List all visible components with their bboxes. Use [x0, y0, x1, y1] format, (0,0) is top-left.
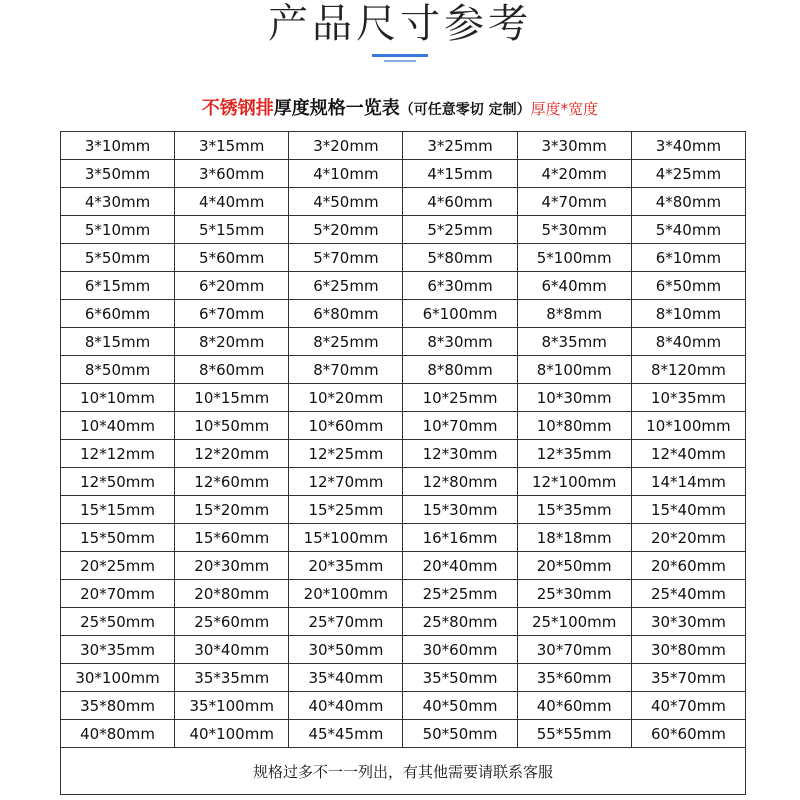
table-row [61, 720, 746, 748]
table-cell: 8*120mm [631, 356, 745, 384]
table-cell: 40*40mm [289, 692, 403, 720]
table-cell: 40*80mm [61, 720, 175, 748]
spec-table [60, 131, 746, 795]
table-row [61, 300, 746, 328]
table-cell: 12*80mm [403, 468, 517, 496]
table-cell: 6*70mm [175, 300, 289, 328]
table-row [61, 272, 746, 300]
table-cell: 3*15mm [175, 132, 289, 160]
table-cell: 30*80mm [631, 636, 745, 664]
table-cell: 35*35mm [175, 664, 289, 692]
table-cell: 12*12mm [61, 440, 175, 468]
table-cell: 10*80mm [517, 412, 631, 440]
table-cell: 8*8mm [517, 300, 631, 328]
table-cell: 12*25mm [289, 440, 403, 468]
table-subtitle [0, 96, 800, 123]
table-cell: 20*70mm [61, 580, 175, 608]
table-cell: 30*60mm [403, 636, 517, 664]
table-cell: 5*50mm [61, 244, 175, 272]
table-cell: 20*25mm [61, 552, 175, 580]
table-cell: 30*50mm [289, 636, 403, 664]
table-cell: 10*100mm [631, 412, 745, 440]
table-cell: 15*60mm [175, 524, 289, 552]
table-cell: 55*55mm [517, 720, 631, 748]
table-row [61, 328, 746, 356]
table-cell: 10*70mm [403, 412, 517, 440]
table-cell: 12*100mm [517, 468, 631, 496]
table-cell: 12*20mm [175, 440, 289, 468]
table-row [61, 692, 746, 720]
table-cell: 25*30mm [517, 580, 631, 608]
table-cell: 4*50mm [289, 188, 403, 216]
table-cell: 8*70mm [289, 356, 403, 384]
table-cell: 4*20mm [517, 160, 631, 188]
table-cell: 8*10mm [631, 300, 745, 328]
table-cell: 15*25mm [289, 496, 403, 524]
table-cell: 6*25mm [289, 272, 403, 300]
table-cell: 5*70mm [289, 244, 403, 272]
table-cell: 35*70mm [631, 664, 745, 692]
table-cell: 15*100mm [289, 524, 403, 552]
table-cell: 40*60mm [517, 692, 631, 720]
table-cell: 6*50mm [631, 272, 745, 300]
table-cell: 16*16mm [403, 524, 517, 552]
table-row [61, 412, 746, 440]
table-cell: 12*70mm [289, 468, 403, 496]
table-cell: 8*30mm [403, 328, 517, 356]
table-row [61, 440, 746, 468]
table-cell: 5*40mm [631, 216, 745, 244]
table-row [61, 524, 746, 552]
table-cell: 15*40mm [631, 496, 745, 524]
table-footer-row [61, 748, 746, 795]
subtitle-product: 不锈钢排 [201, 98, 274, 119]
table-row [61, 244, 746, 272]
table-cell: 40*70mm [631, 692, 745, 720]
table-cell: 40*100mm [175, 720, 289, 748]
table-cell: 25*25mm [403, 580, 517, 608]
table-cell: 4*10mm [289, 160, 403, 188]
table-cell: 20*30mm [175, 552, 289, 580]
table-cell: 30*35mm [61, 636, 175, 664]
table-cell: 12*50mm [61, 468, 175, 496]
table-cell: 10*35mm [631, 384, 745, 412]
table-cell: 6*80mm [289, 300, 403, 328]
table-cell: 6*15mm [61, 272, 175, 300]
table-row [61, 552, 746, 580]
table-cell: 8*60mm [175, 356, 289, 384]
table-row [61, 188, 746, 216]
table-cell: 12*60mm [175, 468, 289, 496]
title-underline [372, 54, 428, 57]
table-cell: 35*60mm [517, 664, 631, 692]
table-cell: 30*40mm [175, 636, 289, 664]
table-cell: 5*30mm [517, 216, 631, 244]
table-row [61, 664, 746, 692]
table-cell: 40*50mm [403, 692, 517, 720]
table-cell: 60*60mm [631, 720, 745, 748]
table-cell: 20*20mm [631, 524, 745, 552]
table-cell: 10*50mm [175, 412, 289, 440]
table-cell: 4*70mm [517, 188, 631, 216]
table-row [61, 356, 746, 384]
table-cell: 6*100mm [403, 300, 517, 328]
table-cell: 30*30mm [631, 608, 745, 636]
table-cell: 15*30mm [403, 496, 517, 524]
table-cell: 10*20mm [289, 384, 403, 412]
table-cell: 35*50mm [403, 664, 517, 692]
table-cell: 3*30mm [517, 132, 631, 160]
table-cell: 5*80mm [403, 244, 517, 272]
table-cell: 25*60mm [175, 608, 289, 636]
table-cell: 6*40mm [517, 272, 631, 300]
table-cell: 35*100mm [175, 692, 289, 720]
table-cell: 3*50mm [61, 160, 175, 188]
table-cell: 20*40mm [403, 552, 517, 580]
table-cell: 5*15mm [175, 216, 289, 244]
table-cell: 6*20mm [175, 272, 289, 300]
table-row [61, 496, 746, 524]
table-cell: 4*60mm [403, 188, 517, 216]
table-cell: 10*15mm [175, 384, 289, 412]
table-cell: 3*25mm [403, 132, 517, 160]
spec-table-wrapper [60, 131, 746, 795]
subtitle-dimension-format: 厚度*宽度 [530, 100, 599, 118]
table-cell: 6*60mm [61, 300, 175, 328]
table-cell: 25*100mm [517, 608, 631, 636]
table-cell: 8*40mm [631, 328, 745, 356]
table-cell: 20*35mm [289, 552, 403, 580]
table-cell: 5*100mm [517, 244, 631, 272]
table-cell: 12*40mm [631, 440, 745, 468]
table-cell: 30*100mm [61, 664, 175, 692]
table-cell: 50*50mm [403, 720, 517, 748]
table-footer-note: 规格过多不一一列出，有其他需要请联系客服 [61, 748, 746, 795]
table-cell: 20*60mm [631, 552, 745, 580]
table-cell: 10*30mm [517, 384, 631, 412]
table-cell: 14*14mm [631, 468, 745, 496]
table-cell: 3*40mm [631, 132, 745, 160]
table-row [61, 132, 746, 160]
table-cell: 3*10mm [61, 132, 175, 160]
table-cell: 8*25mm [289, 328, 403, 356]
table-cell: 4*25mm [631, 160, 745, 188]
table-cell: 4*15mm [403, 160, 517, 188]
table-cell: 15*50mm [61, 524, 175, 552]
table-cell: 25*70mm [289, 608, 403, 636]
table-cell: 12*30mm [403, 440, 517, 468]
table-cell: 20*80mm [175, 580, 289, 608]
table-cell: 8*15mm [61, 328, 175, 356]
table-cell: 18*18mm [517, 524, 631, 552]
table-cell: 10*25mm [403, 384, 517, 412]
table-row [61, 160, 746, 188]
table-row [61, 580, 746, 608]
subtitle-note: （可任意零切 定制） [399, 102, 531, 118]
table-cell: 5*10mm [61, 216, 175, 244]
table-row [61, 608, 746, 636]
table-cell: 8*50mm [61, 356, 175, 384]
table-cell: 5*25mm [403, 216, 517, 244]
table-cell: 30*70mm [517, 636, 631, 664]
table-cell: 4*80mm [631, 188, 745, 216]
table-cell: 8*35mm [517, 328, 631, 356]
table-cell: 4*30mm [61, 188, 175, 216]
table-cell: 6*30mm [403, 272, 517, 300]
table-cell: 8*100mm [517, 356, 631, 384]
table-row [61, 216, 746, 244]
table-cell: 12*35mm [517, 440, 631, 468]
table-cell: 25*40mm [631, 580, 745, 608]
table-cell: 8*20mm [175, 328, 289, 356]
table-cell: 3*20mm [289, 132, 403, 160]
table-cell: 20*100mm [289, 580, 403, 608]
table-cell: 35*40mm [289, 664, 403, 692]
table-row [61, 468, 746, 496]
table-cell: 15*15mm [61, 496, 175, 524]
page-title: 产品尺寸参考 [268, 1, 532, 47]
table-cell: 5*20mm [289, 216, 403, 244]
subtitle-table-name: 厚度规格一览表 [273, 98, 400, 119]
title-underline-secondary [384, 60, 416, 62]
table-cell: 8*80mm [403, 356, 517, 384]
table-cell: 15*35mm [517, 496, 631, 524]
table-cell: 10*40mm [61, 412, 175, 440]
table-cell: 4*40mm [175, 188, 289, 216]
table-cell: 3*60mm [175, 160, 289, 188]
table-row [61, 636, 746, 664]
table-row [61, 384, 746, 412]
table-cell: 5*60mm [175, 244, 289, 272]
table-cell: 25*80mm [403, 608, 517, 636]
table-cell: 25*50mm [61, 608, 175, 636]
table-cell: 10*10mm [61, 384, 175, 412]
table-cell: 6*10mm [631, 244, 745, 272]
spec-table-body [61, 132, 746, 748]
table-cell: 10*60mm [289, 412, 403, 440]
table-cell: 35*80mm [61, 692, 175, 720]
table-cell: 45*45mm [289, 720, 403, 748]
table-cell: 15*20mm [175, 496, 289, 524]
table-cell: 20*50mm [517, 552, 631, 580]
